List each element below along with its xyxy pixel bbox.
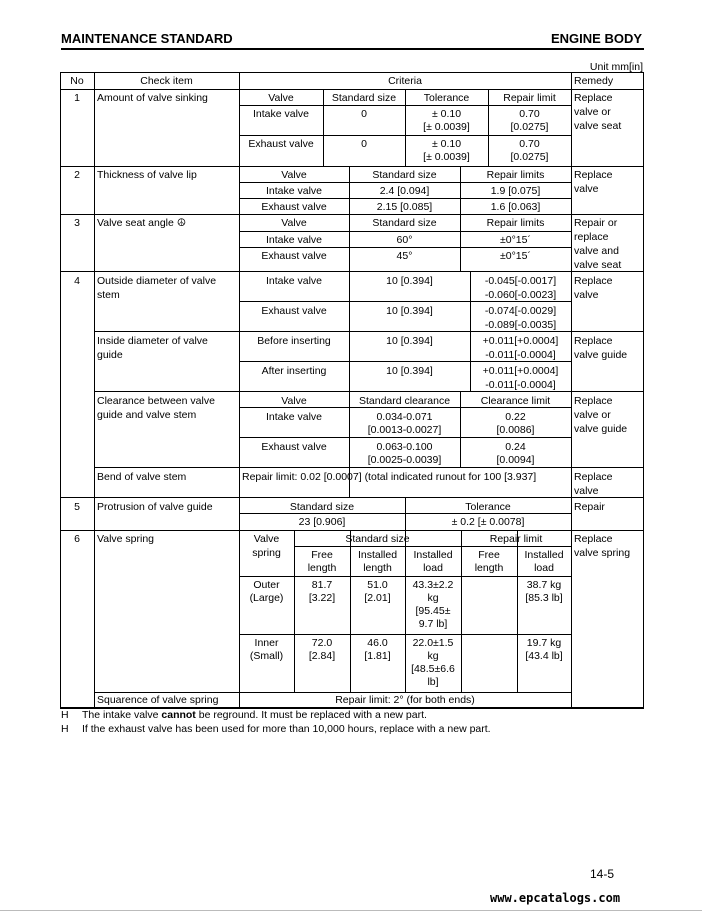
note-1-text-b: be reground. It must be replaced with a new part.: [195, 709, 427, 721]
table-cell-text: -0.045[-0.0017]: [484, 275, 557, 287]
table-cell-text: 2: [74, 169, 80, 181]
table-cell-text: [0.0275]: [510, 151, 549, 163]
table-cell-text: load: [534, 562, 554, 574]
table-cell-text: valve: [574, 289, 599, 301]
table-cell-text: 38.7 kg: [526, 579, 562, 591]
table-cell-text: Valve: [281, 169, 307, 181]
table-cell-text: 10 [0.394]: [386, 305, 433, 317]
table-cell-text: Replace: [574, 395, 613, 407]
table-cell-text: guide: [97, 349, 123, 361]
table-cell-text: 0: [361, 138, 367, 150]
table-cell-text: 1: [74, 92, 80, 104]
table-cell-text: valve guide: [574, 423, 628, 435]
table-cell-text: spring: [252, 547, 281, 559]
table-cell-text: Replace: [574, 471, 613, 483]
table-cell-text: load: [423, 562, 443, 574]
table-cell-text: valve seat: [574, 259, 622, 271]
table-cell-text: Inner: [254, 637, 279, 649]
table-cell-text: ± 0.10: [431, 108, 462, 120]
table-cell-text: Inside diameter of valve: [97, 335, 208, 347]
table-cell-text: No: [70, 75, 84, 87]
table-cell-text: 0.22: [505, 411, 526, 423]
table-cell-text: Replace: [574, 335, 613, 347]
table-cell-text: Replace: [574, 92, 613, 104]
table-cell-text: Tolerance: [465, 501, 511, 513]
website-link[interactable]: www.epcatalogs.com: [490, 891, 621, 905]
table-cell-text: valve: [574, 183, 599, 195]
table-cell-text: ±0°15´: [500, 250, 531, 262]
table-cell-text: ±0°15´: [500, 234, 531, 246]
table-vline: [571, 72, 572, 708]
table-hline: [60, 166, 644, 167]
table-cell-text: valve spring: [574, 547, 631, 559]
table-cell-text: Intake valve: [265, 234, 323, 246]
table-cell-text: [95.45±: [415, 605, 451, 617]
table-cell-text: 6: [74, 533, 80, 545]
table-cell-text: Free: [478, 549, 500, 561]
bottom-rule: [0, 910, 702, 911]
table-cell-text: Valve: [268, 92, 294, 104]
table-hline: [60, 89, 644, 90]
table-hline: [60, 271, 644, 272]
table-hline: [60, 72, 644, 73]
table-cell-text: [3.22]: [308, 592, 336, 604]
table-cell-text: valve or: [574, 106, 611, 118]
table-cell-text: Repair limits: [486, 217, 545, 229]
header-rule: [61, 48, 644, 50]
table-cell-text: valve seat: [574, 120, 622, 132]
table-vline: [643, 72, 644, 708]
table-cell-text: Bend of valve stem: [97, 471, 187, 483]
table-cell-text: (Small): [249, 650, 284, 662]
table-cell-text: [2.01]: [364, 592, 391, 604]
note-2: [61, 723, 491, 735]
table-cell-text: Exhaust valve: [261, 250, 327, 262]
table-cell-text: Intake valve: [265, 275, 323, 287]
table-cell-text: [± 0.0039]: [423, 121, 470, 133]
table-cell-text: [43.4 lb]: [525, 650, 563, 662]
table-cell-text: 9.7 lb]: [418, 618, 448, 630]
table-cell-text: 10 [0.394]: [386, 365, 433, 377]
note-2-mark: H: [61, 723, 69, 735]
table-cell-text: 23 [0.906]: [298, 516, 346, 528]
table-cell-text: (Large): [249, 592, 284, 604]
table-cell-text: Installed: [413, 549, 453, 561]
table-hline: [60, 530, 644, 531]
table-cell-text: kg: [427, 592, 439, 604]
table-cell-text: [0.0275]: [510, 121, 549, 133]
table-cell-text: Standard size: [372, 217, 437, 229]
table-cell-text: 5: [74, 501, 80, 513]
table-cell-text: [48.5±6.6: [411, 663, 455, 675]
table-cell-text: length: [307, 562, 337, 574]
table-cell-text: 46.0: [367, 637, 388, 649]
table-vline: [239, 72, 240, 708]
page-number: 14-5: [590, 867, 615, 881]
table-cell-text: Valve: [281, 395, 307, 407]
table-cell-text: Repair: [574, 501, 605, 513]
table-cell-text: 81.7: [311, 579, 333, 591]
table-hline: [94, 692, 572, 693]
table-hline: [60, 497, 644, 498]
table-cell-text: Exhaust valve: [261, 201, 327, 213]
table-cell-text: Standard size: [289, 501, 355, 513]
table-cell-text: Repair limit: [489, 533, 543, 545]
note-2-text: If the exhaust valve has been used for more than 10,000 hours, replace with a new part.: [82, 723, 491, 735]
table-vline: [94, 72, 95, 708]
table-cell-text: 0.24: [505, 441, 526, 453]
note-1-bold: cannot: [161, 709, 196, 721]
table-cell-text: Exhaust valve: [261, 305, 327, 317]
page-header: [61, 31, 642, 47]
table-hline: [239, 634, 572, 635]
table-cell-text: [2.84]: [308, 650, 336, 662]
table-hline: [239, 231, 572, 232]
table-cell-text: Amount of valve sinking: [97, 92, 208, 104]
table-cell-text: Clearance limit: [480, 395, 551, 407]
table-cell-text: 22.0±1.5: [412, 637, 454, 649]
table-cell-text: 0: [361, 108, 367, 120]
table-cell-text: 43.3±2.2: [412, 579, 454, 591]
table-cell-text: -0.011[-0.0004]: [485, 379, 556, 391]
table-cell-text: Replace: [574, 533, 613, 545]
table-cell-text: Tolerance: [423, 92, 470, 104]
table-cell-text: [0.0025-0.0039]: [367, 454, 442, 466]
table-cell-text: Repair limit: 0.02 [0.0007] (total indicated runout for 100 [3.937]: [242, 471, 537, 483]
table-cell-text: Valve: [253, 533, 280, 545]
table-cell-text: valve or: [574, 409, 611, 421]
table-cell-text: 1.6 [0.063]: [490, 201, 541, 213]
table-cell-text: 10 [0.394]: [386, 275, 433, 287]
table-cell-text: After inserting: [261, 365, 327, 377]
table-cell-text: Free: [311, 549, 333, 561]
table-cell-text: Squarence of valve spring: [97, 694, 219, 706]
table-cell-text: kg: [427, 650, 439, 662]
table-cell-text: Replace: [574, 169, 613, 181]
table-hline: [239, 576, 572, 577]
table-cell-text: -0.011[-0.0004]: [485, 349, 556, 361]
table-cell-text: 0.034-0.071: [376, 411, 433, 423]
table-cell-text: Standard size: [345, 533, 410, 545]
table-cell-text: Intake valve: [252, 108, 310, 120]
table-cell-text: -0.089[-0.0035]: [484, 319, 557, 331]
table-cell-text: 2.4 [0.094]: [379, 185, 430, 197]
table-cell-text: 1.9 [0.075]: [490, 185, 541, 197]
table-cell-text: replace: [574, 231, 609, 243]
table-cell-text: 45°: [396, 250, 413, 262]
table-cell-text: stem: [97, 289, 120, 301]
table-cell-text: Repair limit: 2° (for both ends): [335, 694, 475, 706]
table-cell-text: 0.70: [519, 138, 540, 150]
table-cell-text: Criteria: [388, 75, 422, 87]
table-cell-text: +0.011[+0.0004]: [482, 365, 559, 377]
table-cell-text: [0.0013-0.0027]: [367, 424, 442, 436]
table-cell-text: Installed: [357, 549, 398, 561]
table-cell-text: Replace: [574, 275, 613, 287]
table-cell-text: valve and: [574, 245, 619, 257]
table-cell-text: 72.0: [311, 637, 333, 649]
table-cell-text: Valve spring: [97, 533, 155, 545]
table-cell-text: length: [363, 562, 392, 574]
unit-label: Unit mm[in]: [589, 61, 643, 73]
table-cell-text: 60°: [396, 234, 413, 246]
table-cell-text: length: [474, 562, 504, 574]
table-cell-text: Standard size: [372, 169, 437, 181]
table-cell-text: Repair or: [574, 217, 618, 229]
table-cell-text: Clearance between valve: [97, 395, 215, 407]
table-cell-text: Valve seat angle ☮: [97, 217, 187, 229]
table-cell-text: 19.7 kg: [526, 637, 562, 649]
table-cell-text: 0.70: [519, 108, 540, 120]
table-cell-text: +0.011[+0.0004]: [482, 335, 559, 347]
note-1-mark: H: [61, 709, 69, 721]
table-cell-text: -0.074[-0.0029]: [484, 305, 557, 317]
section-title: MAINTENANCE STANDARD: [61, 31, 233, 46]
table-cell-text: [1.81]: [364, 650, 391, 662]
table-cell-text: Before inserting: [257, 335, 331, 347]
table-cell-text: Protrusion of valve guide: [97, 501, 213, 513]
table-cell-text: Repair limit: [503, 92, 556, 104]
table-cell-text: 2.15 [0.085]: [376, 201, 433, 213]
table-cell-text: Outside diameter of valve: [97, 275, 217, 287]
table-cell-text: [85.3 lb]: [525, 592, 563, 604]
table-cell-text: guide and valve stem: [97, 409, 197, 421]
table-cell-text: [± 0.0039]: [423, 151, 470, 163]
table-cell-text: [0.0086]: [496, 424, 535, 436]
table-cell-text: ± 0.2 [± 0.0078]: [451, 516, 525, 528]
table-cell-text: ± 0.10: [431, 138, 462, 150]
table-cell-text: Repair limits: [486, 169, 545, 181]
table-cell-text: 0.063-0.100: [376, 441, 433, 453]
table-cell-text: Exhaust valve: [261, 441, 327, 453]
table-cell-text: 51.0: [367, 579, 388, 591]
table-hline: [239, 135, 572, 136]
table-cell-text: [0.0094]: [496, 454, 535, 466]
table-cell-text: valve: [574, 485, 599, 497]
note-1-text-a: The intake valve: [82, 709, 162, 721]
table-cell-text: -0.060[-0.0023]: [484, 289, 557, 301]
table-cell-text: 4: [74, 275, 80, 287]
table-cell-text: Valve: [281, 217, 307, 229]
table-vline: [60, 72, 61, 708]
table-cell-text: Standard clearance: [358, 395, 451, 407]
table-cell-text: Intake valve: [265, 185, 323, 197]
table-cell-text: Installed: [524, 549, 564, 561]
table-cell-text: valve guide: [574, 349, 628, 361]
table-cell-text: Exhaust valve: [248, 138, 314, 150]
table-cell-text: Remedy: [574, 75, 614, 87]
table-cell-text: 3: [74, 217, 80, 229]
note-1: [61, 709, 427, 721]
table-cell-text: Intake valve: [265, 411, 323, 423]
table-cell-text: 10 [0.394]: [386, 335, 433, 347]
table-cell-text: Standard size: [331, 92, 397, 104]
table-cell-text: Outer: [253, 579, 280, 591]
chapter-title: ENGINE BODY: [550, 31, 642, 46]
table-cell-text: lb]: [427, 676, 439, 688]
table-cell-text: Check item: [140, 75, 193, 87]
table-cell-text: Thickness of valve lip: [97, 169, 197, 181]
